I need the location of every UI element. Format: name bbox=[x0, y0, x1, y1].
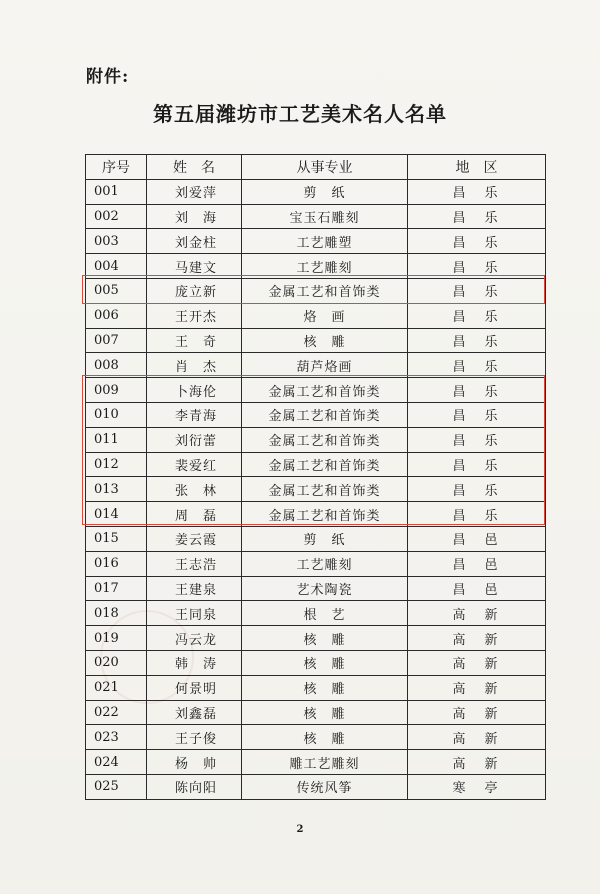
table-row bbox=[86, 675, 546, 700]
cell-specialty: 核 雕 bbox=[242, 328, 408, 353]
cell-no: 020 bbox=[86, 650, 147, 675]
cell-region: 昌 乐 bbox=[408, 278, 546, 303]
cell-name: 陈向阳 bbox=[147, 774, 242, 799]
cell-specialty: 金属工艺和首饰类 bbox=[242, 502, 408, 527]
cell-name: 刘金柱 bbox=[147, 229, 242, 254]
cell-name: 韩 涛 bbox=[147, 650, 242, 675]
cell-specialty: 核 雕 bbox=[242, 626, 408, 651]
table-row bbox=[86, 477, 546, 502]
header-region: 地 区 bbox=[408, 155, 546, 180]
header-no: 序号 bbox=[86, 155, 147, 180]
cell-name: 刘衍蕾 bbox=[147, 427, 242, 452]
cell-specialty: 烙 画 bbox=[242, 303, 408, 328]
table-row bbox=[86, 328, 546, 353]
cell-region: 高 新 bbox=[408, 750, 546, 775]
cell-region: 高 新 bbox=[408, 650, 546, 675]
cell-specialty: 根 艺 bbox=[242, 601, 408, 626]
cell-name: 卜海伦 bbox=[147, 378, 242, 403]
cell-region: 昌 乐 bbox=[408, 204, 546, 229]
table-row bbox=[86, 502, 546, 527]
table-row bbox=[86, 204, 546, 229]
cell-name: 何景明 bbox=[147, 675, 242, 700]
cell-specialty: 雕工艺雕刻 bbox=[242, 750, 408, 775]
cell-region: 寒 亭 bbox=[408, 774, 546, 799]
cell-name: 刘 海 bbox=[147, 204, 242, 229]
cell-specialty: 核 雕 bbox=[242, 725, 408, 750]
cell-specialty: 宝玉石雕刻 bbox=[242, 204, 408, 229]
cell-specialty: 金属工艺和首饰类 bbox=[242, 427, 408, 452]
cell-region: 昌 乐 bbox=[408, 427, 546, 452]
cell-no: 013 bbox=[86, 477, 147, 502]
cell-no: 025 bbox=[86, 774, 147, 799]
cell-specialty: 金属工艺和首饰类 bbox=[242, 477, 408, 502]
header-specialty: 从事专业 bbox=[242, 155, 408, 180]
cell-no: 019 bbox=[86, 626, 147, 651]
table-row bbox=[86, 551, 546, 576]
cell-no: 014 bbox=[86, 502, 147, 527]
cell-region: 高 新 bbox=[408, 626, 546, 651]
table-body bbox=[86, 179, 546, 799]
table-row bbox=[86, 626, 546, 651]
cell-name: 王建泉 bbox=[147, 576, 242, 601]
cell-name: 王志浩 bbox=[147, 551, 242, 576]
cell-specialty: 核 雕 bbox=[242, 675, 408, 700]
table-row bbox=[86, 254, 546, 279]
table-row bbox=[86, 650, 546, 675]
cell-no: 004 bbox=[86, 254, 147, 279]
document-title: 第五届潍坊市工艺美术名人名单 bbox=[153, 102, 447, 126]
cell-name: 张 林 bbox=[147, 477, 242, 502]
cell-region: 昌 邑 bbox=[408, 576, 546, 601]
table-row bbox=[86, 526, 546, 551]
cell-specialty: 剪 纸 bbox=[242, 526, 408, 551]
cell-region: 昌 乐 bbox=[408, 229, 546, 254]
table-row bbox=[86, 576, 546, 601]
cell-name: 裴爱红 bbox=[147, 452, 242, 477]
cell-specialty: 传统风筝 bbox=[242, 774, 408, 799]
cell-no: 017 bbox=[86, 576, 147, 601]
cell-no: 024 bbox=[86, 750, 147, 775]
cell-region: 高 新 bbox=[408, 601, 546, 626]
cell-specialty: 金属工艺和首饰类 bbox=[242, 278, 408, 303]
table-row bbox=[86, 229, 546, 254]
attachment-label: 附件: bbox=[86, 67, 130, 87]
table-row bbox=[86, 179, 546, 204]
cell-name: 刘爱萍 bbox=[147, 179, 242, 204]
cell-specialty: 剪 纸 bbox=[242, 179, 408, 204]
table-row bbox=[86, 353, 546, 378]
cell-region: 高 新 bbox=[408, 675, 546, 700]
table-row bbox=[86, 427, 546, 452]
table-header-row bbox=[86, 155, 546, 180]
cell-no: 006 bbox=[86, 303, 147, 328]
cell-no: 008 bbox=[86, 353, 147, 378]
table-row bbox=[86, 700, 546, 725]
cell-region: 昌 乐 bbox=[408, 254, 546, 279]
table-row bbox=[86, 278, 546, 303]
cell-no: 003 bbox=[86, 229, 147, 254]
table-row bbox=[86, 750, 546, 775]
cell-region: 昌 乐 bbox=[408, 452, 546, 477]
table-row bbox=[86, 303, 546, 328]
cell-name: 冯云龙 bbox=[147, 626, 242, 651]
cell-specialty: 艺术陶瓷 bbox=[242, 576, 408, 601]
cell-region: 昌 乐 bbox=[408, 402, 546, 427]
roster-table bbox=[85, 154, 546, 800]
cell-no: 012 bbox=[86, 452, 147, 477]
cell-name: 王子俊 bbox=[147, 725, 242, 750]
cell-name: 王开杰 bbox=[147, 303, 242, 328]
table-row bbox=[86, 378, 546, 403]
table-row bbox=[86, 402, 546, 427]
cell-name: 肖 杰 bbox=[147, 353, 242, 378]
cell-no: 021 bbox=[86, 675, 147, 700]
cell-no: 023 bbox=[86, 725, 147, 750]
cell-region: 高 新 bbox=[408, 700, 546, 725]
cell-region: 昌 乐 bbox=[408, 378, 546, 403]
cell-name: 刘鑫磊 bbox=[147, 700, 242, 725]
cell-specialty: 金属工艺和首饰类 bbox=[242, 402, 408, 427]
table-row bbox=[86, 601, 546, 626]
header-name: 姓 名 bbox=[147, 155, 242, 180]
cell-name: 姜云霞 bbox=[147, 526, 242, 551]
cell-region: 昌 乐 bbox=[408, 179, 546, 204]
cell-name: 庞立新 bbox=[147, 278, 242, 303]
cell-no: 001 bbox=[86, 179, 147, 204]
cell-specialty: 核 雕 bbox=[242, 650, 408, 675]
cell-region: 昌 邑 bbox=[408, 526, 546, 551]
cell-name: 王同泉 bbox=[147, 601, 242, 626]
cell-region: 昌 乐 bbox=[408, 477, 546, 502]
cell-no: 009 bbox=[86, 378, 147, 403]
cell-name: 周 磊 bbox=[147, 502, 242, 527]
cell-no: 011 bbox=[86, 427, 147, 452]
cell-region: 昌 乐 bbox=[408, 303, 546, 328]
cell-specialty: 工艺雕塑 bbox=[242, 229, 408, 254]
cell-no: 007 bbox=[86, 328, 147, 353]
cell-name: 王 奇 bbox=[147, 328, 242, 353]
cell-no: 022 bbox=[86, 700, 147, 725]
cell-no: 016 bbox=[86, 551, 147, 576]
cell-no: 002 bbox=[86, 204, 147, 229]
cell-name: 李青海 bbox=[147, 402, 242, 427]
cell-region: 昌 乐 bbox=[408, 328, 546, 353]
cell-no: 018 bbox=[86, 601, 147, 626]
cell-specialty: 工艺雕刻 bbox=[242, 254, 408, 279]
cell-name: 马建文 bbox=[147, 254, 242, 279]
cell-no: 010 bbox=[86, 402, 147, 427]
cell-region: 昌 乐 bbox=[408, 502, 546, 527]
cell-specialty: 葫芦烙画 bbox=[242, 353, 408, 378]
cell-specialty: 金属工艺和首饰类 bbox=[242, 452, 408, 477]
table-row bbox=[86, 452, 546, 477]
cell-specialty: 金属工艺和首饰类 bbox=[242, 378, 408, 403]
table-row bbox=[86, 774, 546, 799]
cell-specialty: 工艺雕刻 bbox=[242, 551, 408, 576]
cell-no: 005 bbox=[86, 278, 147, 303]
cell-region: 昌 邑 bbox=[408, 551, 546, 576]
page-number: 2 bbox=[296, 824, 304, 835]
table-row bbox=[86, 725, 546, 750]
cell-region: 昌 乐 bbox=[408, 353, 546, 378]
cell-no: 015 bbox=[86, 526, 147, 551]
cell-region: 高 新 bbox=[408, 725, 546, 750]
cell-specialty: 核 雕 bbox=[242, 700, 408, 725]
cell-name: 杨 帅 bbox=[147, 750, 242, 775]
